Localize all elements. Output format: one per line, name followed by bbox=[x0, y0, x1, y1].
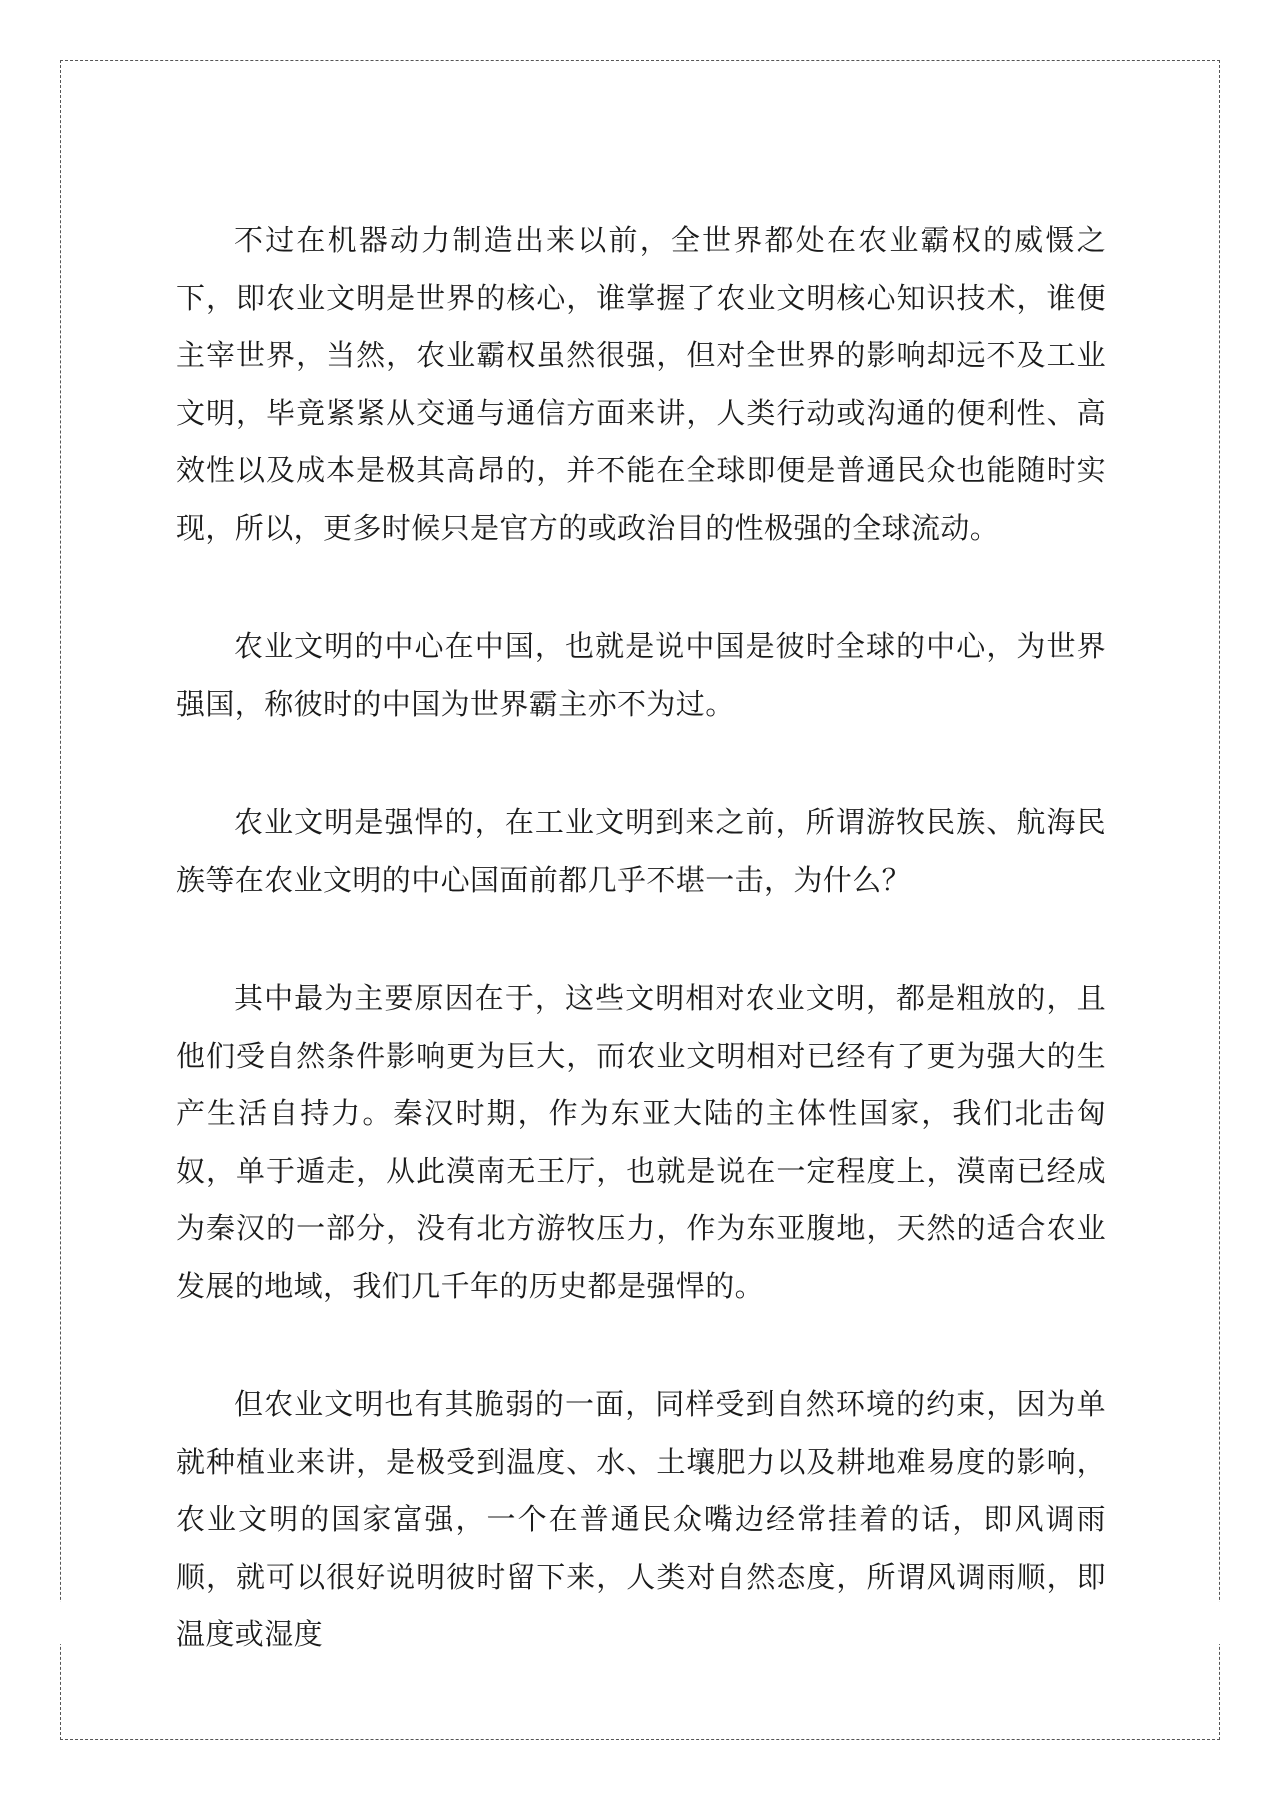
paragraph-1: 不过在机器动力制造出来以前，全世界都处在农业霸权的威慑之下，即农业文明是世界的核心，谁掌握了农业文明核心知识技术，谁便主宰世界，当然，农业霸权虽然很强，但对全世界的影响却远不及工业文明，毕竟紧紧从交通与通信方面来讲，人类行动或沟通的便利性、高效性以及成本是极其高昂的，并不能在全球即便是普通民众也能随时实现，所以，更多时候只是官方的或政治目的性极强的全球流动。 bbox=[176, 223, 1106, 545]
paragraph-3: 农业文明是强悍的，在工业文明到来之前，所谓游牧民族、航海民族等在农业文明的中心国面前都几乎不堪一击，为什么？ bbox=[176, 805, 1106, 897]
document-body bbox=[176, 212, 1106, 1664]
paragraph-2: 农业文明的中心在中国，也就是说中国是彼时全球的中心，为世界强国，称彼时的中国为世界霸主亦不为过。 bbox=[176, 629, 1106, 721]
paragraph-4: 其中最为主要原因在于，这些文明相对农业文明，都是粗放的，且他们受自然条件影响更为巨大，而农业文明相对已经有了更为强大的生产生活自持力。秦汉时期，作为东亚大陆的主体性国家，我们北击匈奴，单于遁走，从此漠南无王厅，也就是说在一定程度上，漠南已经成为秦汉的一部分，没有北方游牧压力，作为东亚腹地，天然的适合农业发展的地域，我们几千年的历史都是强悍的。 bbox=[176, 981, 1106, 1303]
border-gap-left bbox=[56, 1602, 66, 1644]
border-gap-right bbox=[1216, 1602, 1226, 1644]
paragraph-5: 但农业文明也有其脆弱的一面，同样受到自然环境的约束，因为单就种植业来讲，是极受到温度、水、土壤肥力以及耕地难易度的影响，农业文明的国家富强，一个在普通民众嘴边经常挂着的话，即风调雨顺，就可以很好说明彼时留下来，人类对自然态度，所谓风调雨顺，即温度或湿度 bbox=[176, 1387, 1106, 1651]
